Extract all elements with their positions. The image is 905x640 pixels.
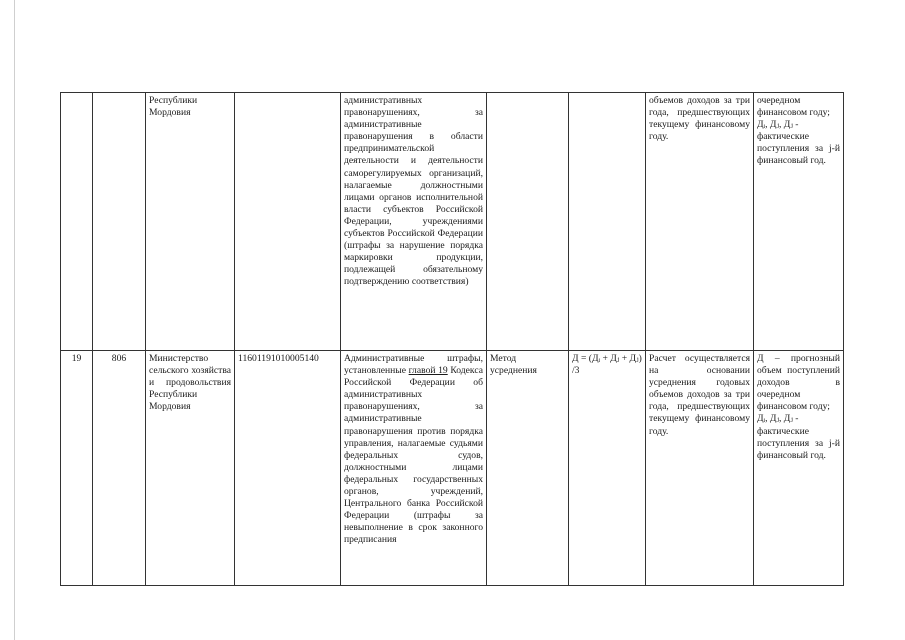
row-number-cell [61,93,93,351]
table-row [61,93,844,351]
formula-cell: Д = (Дᵢ + Дⱼ + Дⱼ) /3 [569,351,646,586]
admin-code-cell [93,93,146,351]
row-number-cell: 19 [61,351,93,586]
indicator-text-2: фактические поступления за j-й финансовый год. [757,425,840,461]
indicator-text: Д – прогнозный объем поступлений доходов в очередном финансовом году; [757,353,840,413]
formula-cell [569,93,646,351]
indicator-symbols: Дᵢ, Дⱼ, Дⱼ - [757,119,799,131]
administrator-cell: Министерство сельского хозяйства и продовольствия Республики Мордовия [146,351,235,586]
method-cell [487,93,569,351]
law-chapter-link: главой 19 [408,365,448,377]
kbk-cell [235,93,341,351]
table-row [61,351,844,586]
administrator-cell: Республики Мордовия [146,93,235,351]
indicator-text-2: фактические поступления за j-й финансовый год. [757,131,840,167]
revenue-description-cell: административных правонарушениях, за административные правонарушения в области предпринимательской деятельности и деятельности саморегулируемых организаций, налагаемые должностными лицами органов исполнительной власти субъектов Российской Федерации, учреждениями субъектов Российской Федерации (штрафы за нарушение порядка маркировки продукции, подлежащей обязательному подтверждению соответствия) [341,93,487,351]
revenue-description-cell [341,351,487,586]
admin-code-cell: 806 [93,351,146,586]
description-text: Административные штрафы, установленные [344,353,483,377]
description-text-2: Кодекса Российской Федерации об административных правонарушениях, за административные правонарушения против порядка управления, налагаемые судьями федеральных судов, должностными лицами федеральных государственных органов, учреждений, Центрального банка Российской Федерации (штрафы за невыполнение в срок законного предписания [344,365,483,546]
indicator-description-cell [754,351,844,586]
method-cell: Метод усреднения [487,351,569,586]
revenue-forecast-table [60,92,844,586]
indicator-text: очередном финансовом году; [757,95,830,119]
indicator-symbols: Дᵢ, Дⱼ, Дⱼ - [757,413,799,425]
algorithm-cell: объемов доходов за три года, предшествующих текущему финансовому году. [646,93,754,351]
indicator-description-cell [754,93,844,351]
scan-edge-line [14,0,15,640]
kbk-cell: 11601191010005140 [235,351,341,586]
algorithm-cell: Расчет осуществляется на основании усреднения годовых объемов доходов за три года, предшествующих текущему финансовому году. [646,351,754,586]
